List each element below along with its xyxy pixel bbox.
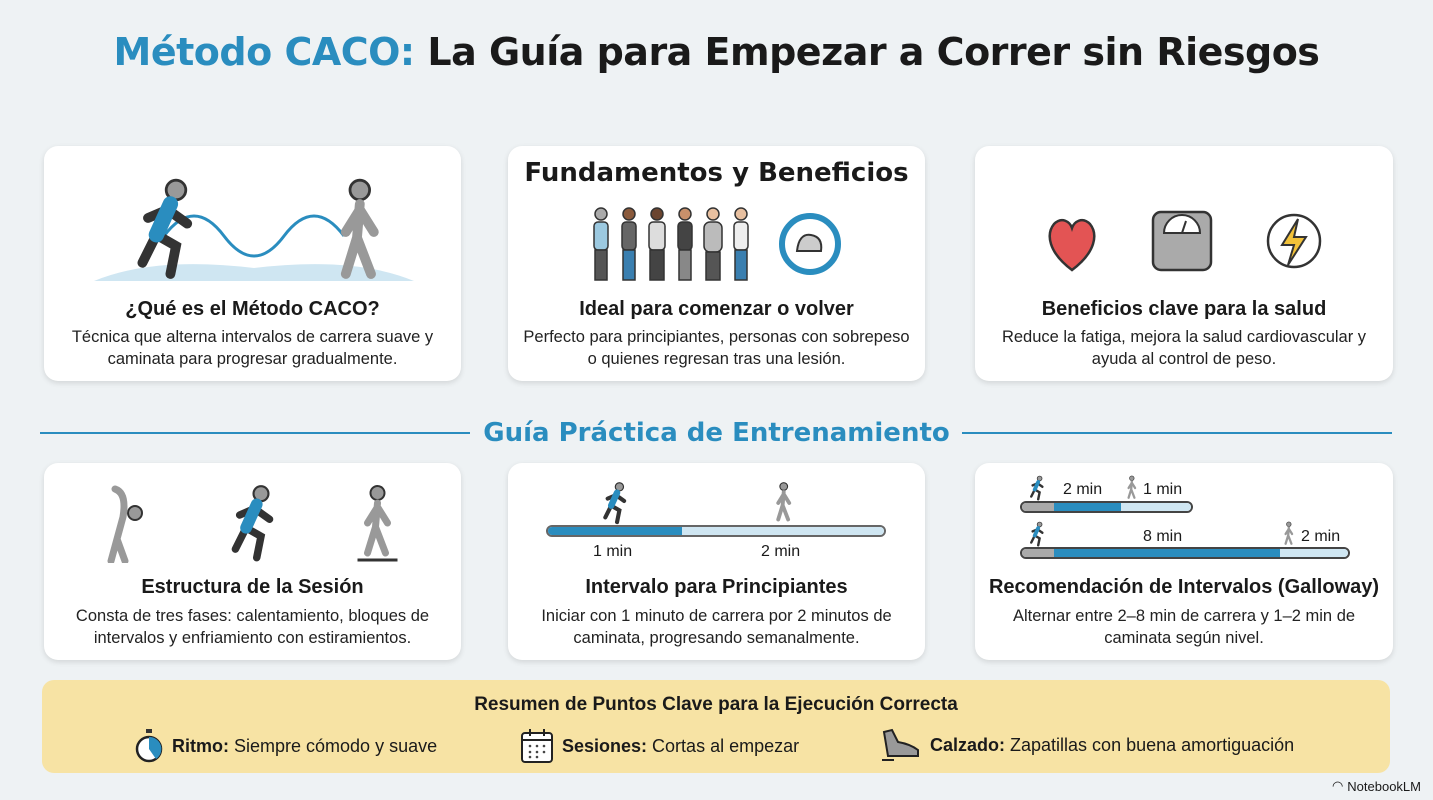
card-beginner-interval — [508, 463, 925, 660]
running-icon — [598, 481, 632, 525]
running-icon — [1027, 475, 1047, 501]
card-title: Recomendación de Intervalos (Galloway) — [988, 576, 1380, 598]
heart-icon — [1044, 208, 1100, 274]
card-what-is-caco — [44, 146, 461, 381]
card-title: Beneficios clave para la salud — [1041, 298, 1327, 320]
card-title: Intervalo para Principiantes — [585, 576, 848, 598]
beginner-interval-bar — [546, 525, 886, 537]
divider-right — [962, 432, 1392, 434]
summary-title: Resumen de Puntos Clave para la Ejecución Correcta — [474, 694, 958, 715]
walk-segment — [1280, 549, 1348, 557]
run-segment — [1054, 503, 1121, 511]
short-run-label: 2 min — [1063, 481, 1103, 498]
card-text: Alternar entre 2–8 min de carrera y 1–2 min de caminata según nivel. — [1012, 607, 1356, 647]
section-title: Guía Práctica de Entrenamiento — [483, 418, 950, 448]
card-text: Reduce la fatiga, mejora la salud cardiovascular y ayuda al control de peso. — [1001, 328, 1367, 368]
walk-duration-label: 2 min — [761, 543, 801, 560]
warmup-segment — [1022, 503, 1054, 511]
walking-icon — [1281, 521, 1297, 547]
card-health-benefits — [975, 146, 1393, 381]
running-icon — [1027, 521, 1047, 547]
card-session-structure — [44, 463, 461, 660]
walking-icon — [353, 483, 403, 563]
summary-point-pace: Ritmo: Siempre cómodo y suave — [134, 728, 437, 764]
card-text: Consta de tres fases: calentamiento, bloques de intervalos y enfriamiento con estiramientos. — [75, 607, 430, 647]
card-heading: Fundamentos y Beneficios — [524, 158, 909, 188]
summary-panel — [42, 680, 1390, 773]
comeback-strength-icon — [775, 209, 845, 279]
card-title: Ideal para comenzar o volver — [579, 298, 854, 320]
summary-point-footwear: Calzado: Zapatillas con buena amortiguación — [880, 728, 1294, 762]
long-run-label: 8 min — [1143, 528, 1183, 545]
diverse-people-icon — [589, 204, 769, 284]
card-galloway-intervals — [975, 463, 1393, 660]
calendar-icon — [520, 728, 554, 764]
scale-icon — [1150, 209, 1214, 273]
running-icon — [223, 483, 283, 563]
stopwatch-icon — [134, 728, 164, 764]
card-fundamentals — [508, 146, 925, 381]
run-segment — [548, 527, 682, 535]
running-shoe-icon — [880, 728, 922, 762]
stretching-icon — [103, 483, 153, 563]
run-walk-illustration — [94, 176, 414, 286]
run-duration-label: 1 min — [593, 543, 633, 560]
summary-point-sessions: Sesiones: Cortas al empezar — [520, 728, 799, 764]
short-walk-label: 1 min — [1143, 481, 1183, 498]
card-text: Iniciar con 1 minuto de carrera por 2 minutos de caminata, progresando semanalmente. — [541, 607, 892, 647]
short-interval-bar — [1020, 501, 1193, 513]
card-text: Perfecto para principiantes, personas con sobrepeso o quienes regresan tras una lesión. — [523, 328, 910, 368]
long-interval-bar — [1020, 547, 1350, 559]
walking-icon — [1124, 475, 1140, 501]
notebooklm-brand: ◠ NotebookLM — [1331, 778, 1421, 794]
card-title: ¿Qué es el Método CACO? — [125, 298, 380, 320]
warmup-segment — [1022, 549, 1054, 557]
card-title: Estructura de la Sesión — [141, 576, 364, 598]
page-title: Método CACO: La Guía para Empezar a Correr sin Riesgos — [113, 30, 1320, 74]
card-text: Técnica que alterna intervalos de carrera suave y caminata para progresar gradualmente. — [71, 328, 434, 368]
long-walk-label: 2 min — [1301, 528, 1341, 545]
notebooklm-logo-icon: ◠ — [1331, 778, 1344, 793]
walking-icon — [770, 481, 798, 525]
walk-segment — [1121, 503, 1191, 511]
energy-bolt-icon — [1264, 211, 1324, 271]
run-segment — [1054, 549, 1280, 557]
walk-segment — [682, 527, 884, 535]
